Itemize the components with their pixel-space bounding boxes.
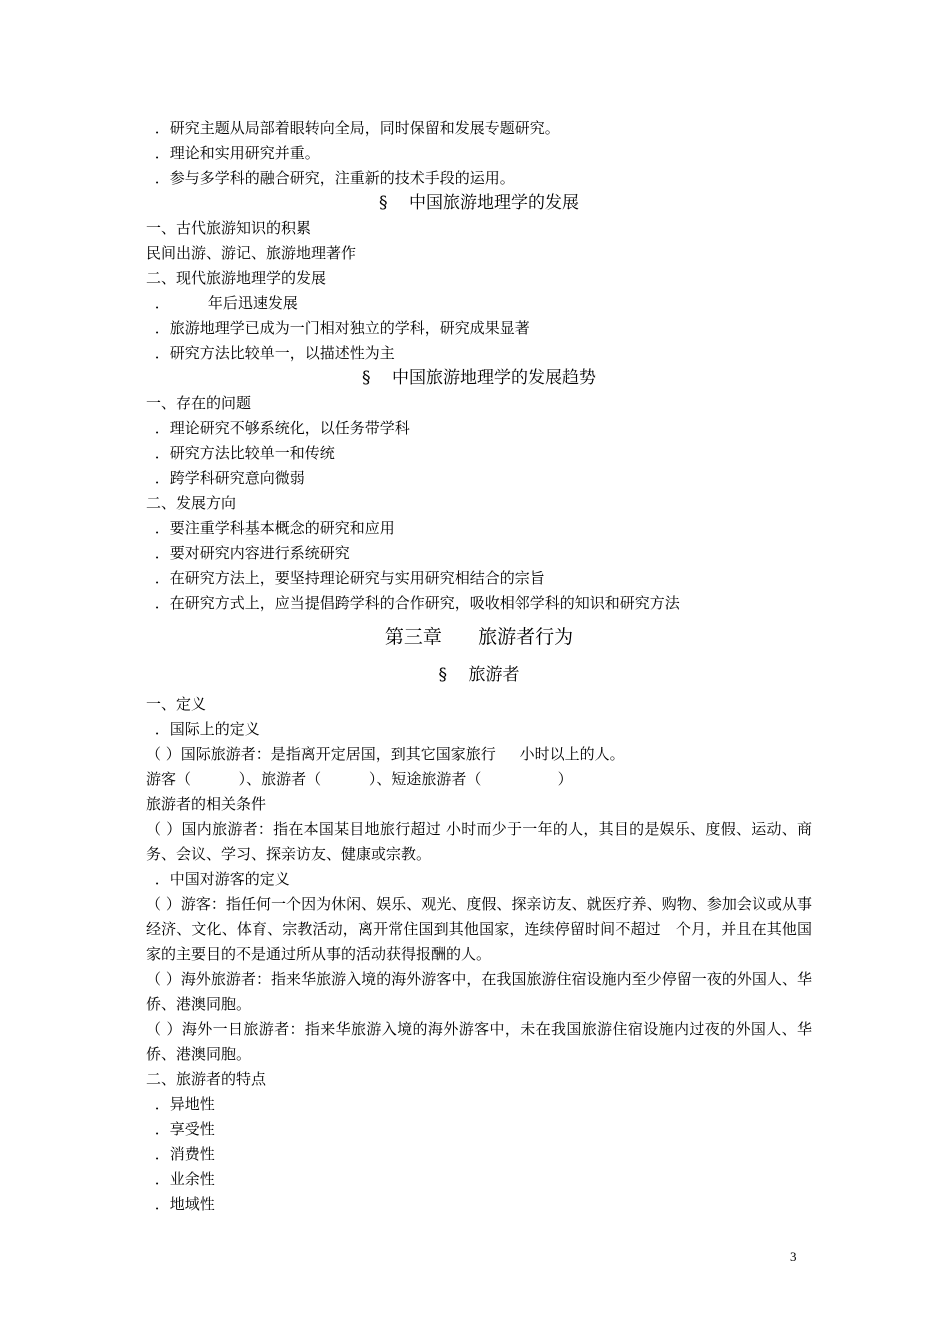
text-line: ．旅游地理学已成为一门相对独立的学科，研究成果显著 [150,319,530,337]
text-line: ．研究方法比较单一和传统 [150,444,335,462]
text-line: ．享受性 [150,1120,215,1138]
text-line: ．研究方法比较单一，以描述性为主 [150,344,395,362]
text-line: 民间出游、游记、旅游地理著作 [146,244,357,262]
document-body [146,116,812,1217]
text-line: 旅游者的相关条件 [146,795,267,813]
text-line: ．消费性 [150,1145,215,1163]
text-line: ．理论和实用研究并重。 [150,144,320,162]
paragraph: （ ）国内旅游者：指在本国某目地旅行超过 小时而少于一年的人，其目的是娱乐、度假、运动、商务、会议、学习、探亲访友、健康或宗教。 [146,820,812,863]
text-line: 二、现代旅游地理学的发展 [146,269,327,287]
text-line: ． 年后迅速发展 [150,294,298,312]
text-line: ．业余性 [150,1170,215,1188]
text-line: ．地域性 [150,1195,215,1213]
chapter-title: 第三章 旅游者行为 [384,626,574,648]
text-line: （ ）国际旅游者：是指离开定居国，到其它国家旅行 小时以上的人。 [146,745,625,763]
text-line: ．在研究方法上，要坚持理论研究与实用研究相结合的宗旨 [150,569,545,587]
text-line: ．跨学科研究意向微弱 [150,469,305,487]
text-line: 二、旅游者的特点 [146,1070,267,1088]
section-heading: § 中国旅游地理学的发展趋势 [361,368,597,388]
paragraph: （ ）海外旅游者：指来华旅游入境的海外游客中，在我国旅游住宿设施内至少停留一夜的外国人、华侨、港澳同胞。 [146,970,812,1013]
text-line: 二、发展方向 [146,494,237,512]
text-line: ．在研究方式上，应当提倡跨学科的合作研究，吸收相邻学科的知识和研究方法 [150,594,680,612]
text-line: 一、存在的问题 [146,394,252,412]
text-line: 一、古代旅游知识的积累 [146,219,312,237]
chapter-section-heading: § 旅游者 [438,665,520,685]
text-line: 游客（ ）、旅游者（ ）、短途旅游者（ ） [146,770,573,788]
page-number: 3 [790,1249,797,1264]
text-line: ．要注重学科基本概念的研究和应用 [150,519,395,537]
text-line: ．参与多学科的融合研究，注重新的技术手段的运用。 [150,169,515,187]
paragraph: （ ）游客：指任何一个因为休闲、娱乐、观光、度假、探亲访友、就医疗养、购物、参加会议或从事经济、文化、体育、宗教活动，离开常住国到其他国家，连续停留时间不超过 个月，并且在其他国家的主要目的不是通过所从事的活动获得报酬的人。 [146,895,812,963]
text-line: ．理论研究不够系统化，以任务带学科 [150,419,410,437]
text-line: ．要对研究内容进行系统研究 [150,544,350,562]
text-line: 一、定义 [146,695,207,713]
text-line: ．研究主题从局部着眼转向全局，同时保留和发展专题研究。 [150,119,560,137]
text-line: ．异地性 [150,1095,215,1113]
paragraph: （ ）海外一日旅游者：指来华旅游入境的海外游客中，未在我国旅游住宿设施内过夜的外国人、华侨、港澳同胞。 [146,1020,812,1063]
text-line: ．国际上的定义 [150,720,260,738]
text-line: ．中国对游客的定义 [150,870,290,888]
section-heading: § 中国旅游地理学的发展 [378,193,580,213]
